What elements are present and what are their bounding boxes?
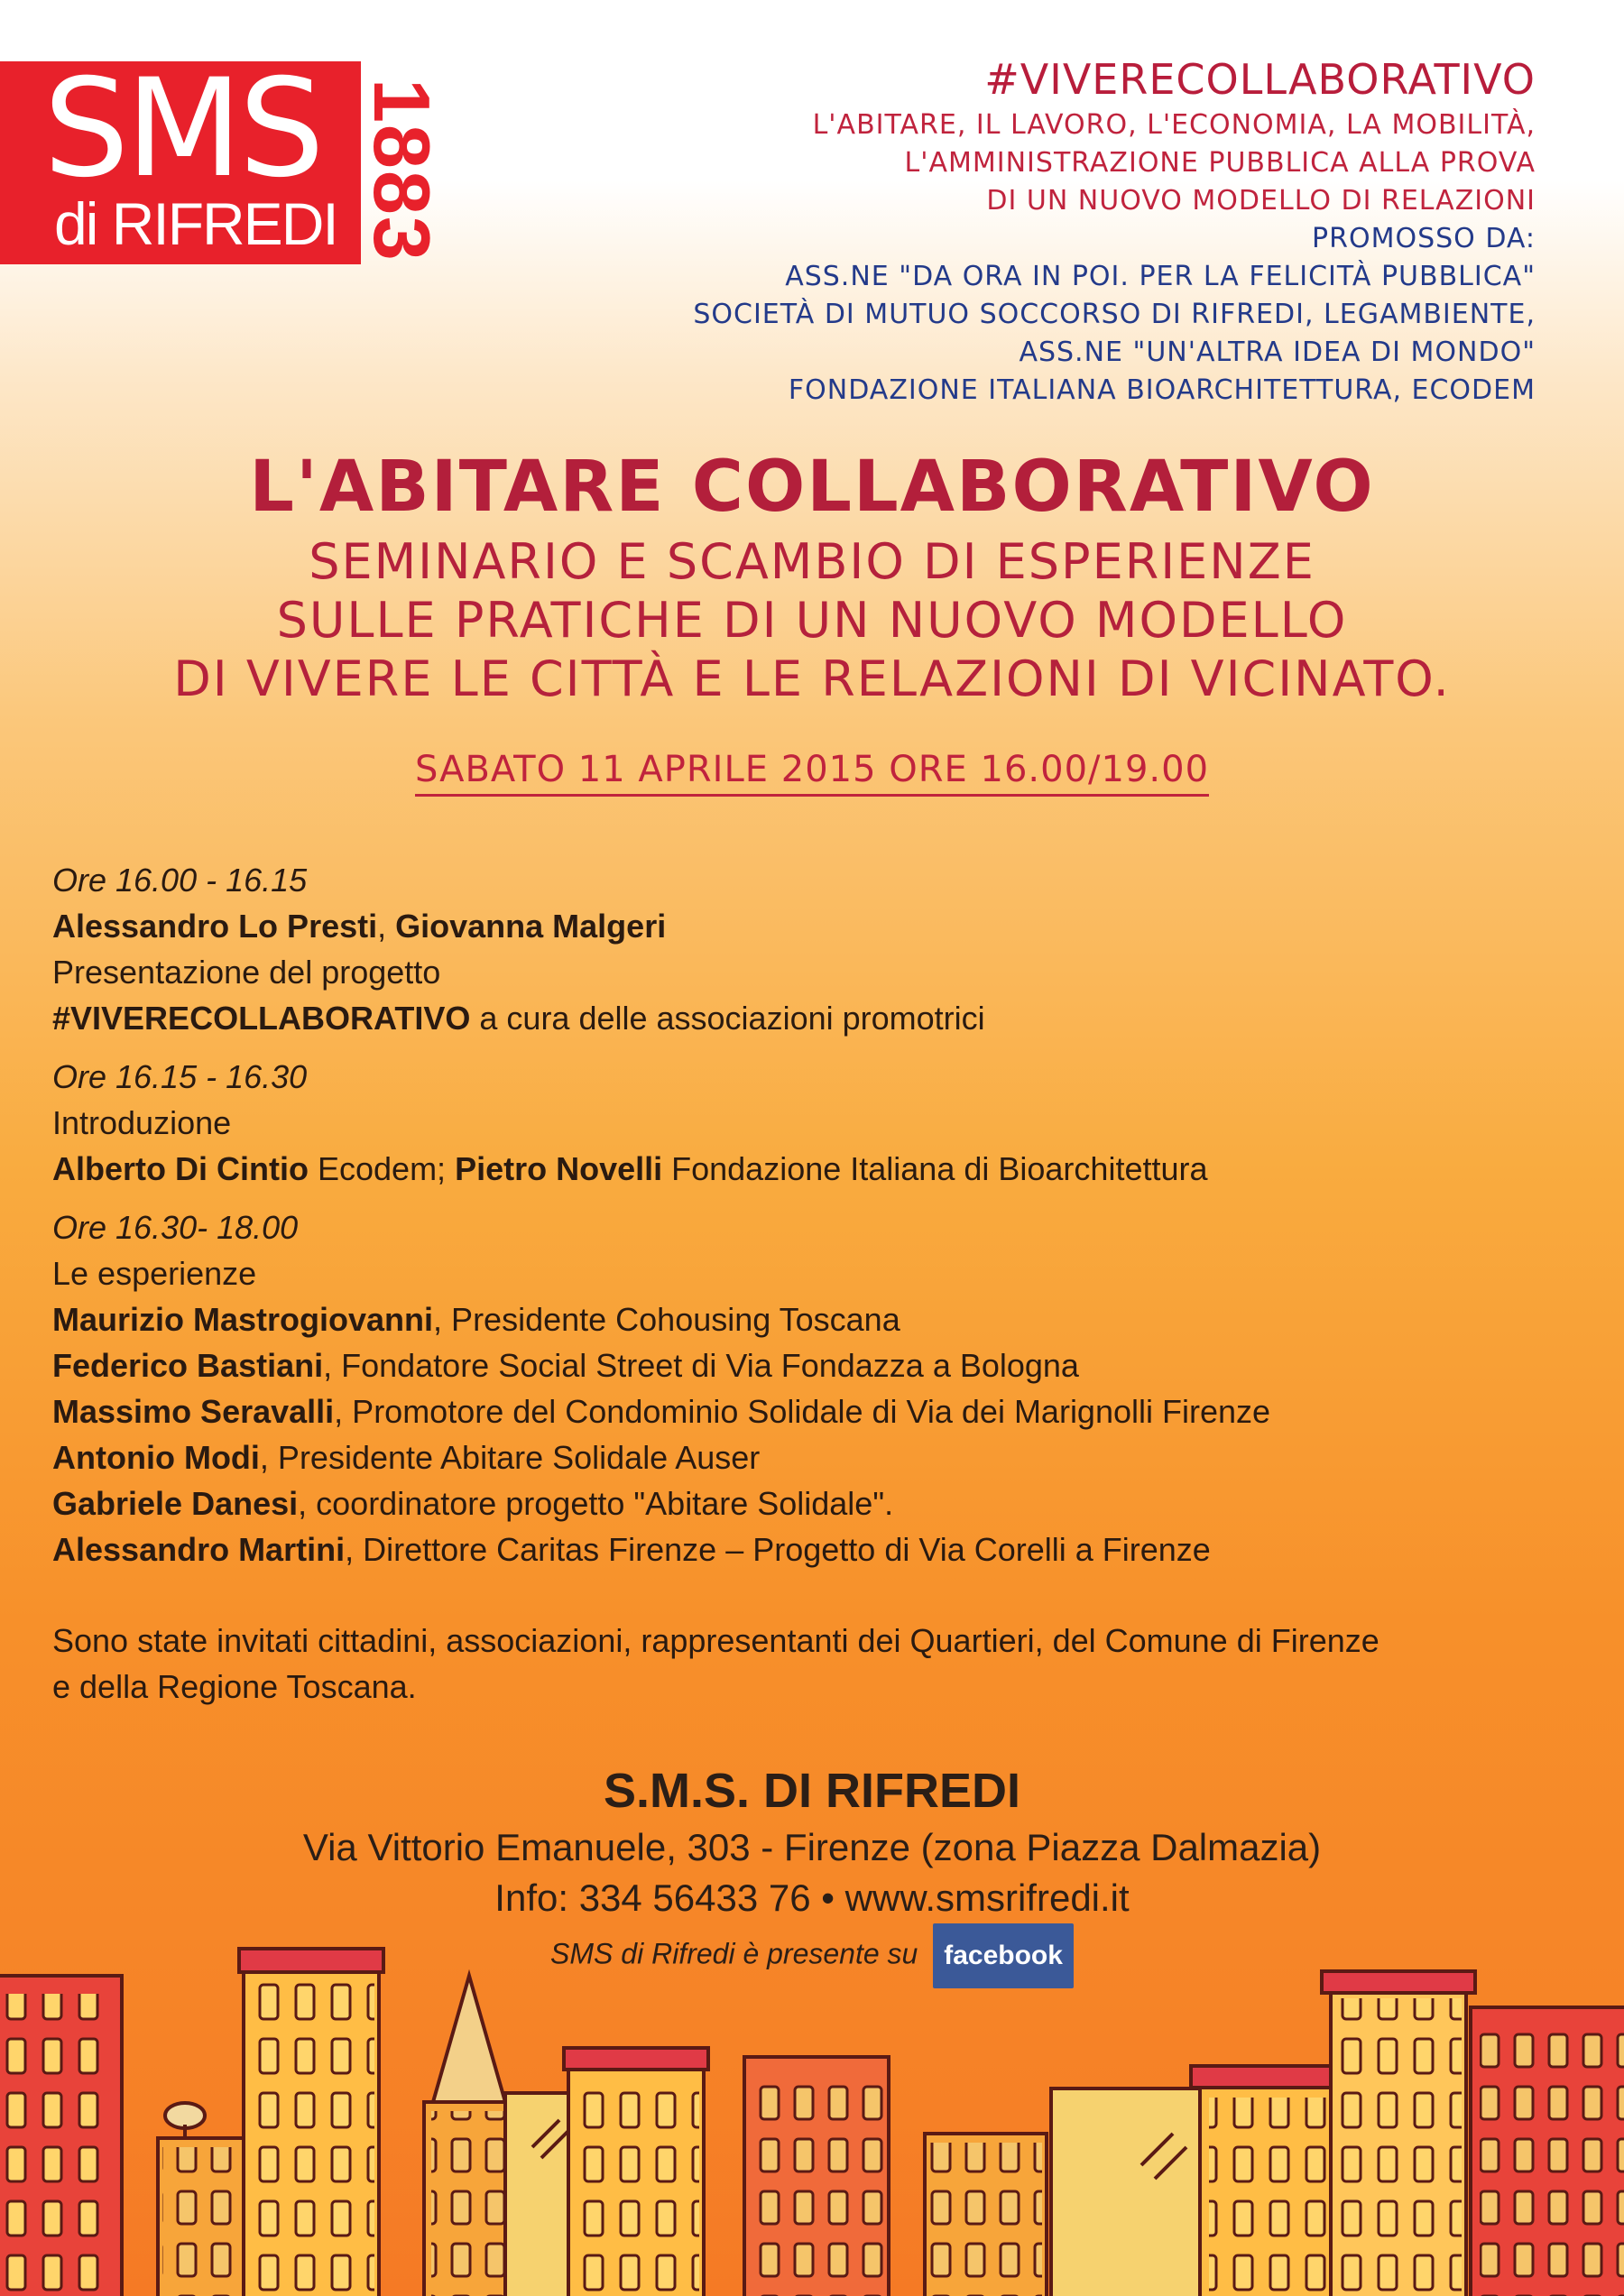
event-title: L'ABITARE COLLABORATIVO <box>249 447 1375 528</box>
event-date <box>0 749 1624 790</box>
satellite-dish-icon <box>165 2103 205 2138</box>
speaker-name: Gabriele Danesi <box>52 1485 299 1522</box>
header-line: L'ABITARE, IL LAVORO, L'ECONOMIA, LA MOBILITÀ, <box>812 109 1536 141</box>
event-subtitle: SEMINARIO E SCAMBIO DI ESPERIENZE <box>309 533 1315 590</box>
speaker-role: , Fondatore Social Street di Via Fondazza a Bologna <box>323 1347 1079 1384</box>
facebook-text: SMS di Rifredi è presente su <box>550 1937 918 1970</box>
header-line: DI UN NUOVO MODELLO DI RELAZIONI <box>986 185 1536 217</box>
speaker-row <box>52 1342 1541 1388</box>
speaker-name: Massimo Seravalli <box>52 1393 335 1430</box>
invitation-note: Sono state invitati cittadini, associazioni, rappresentanti dei Quartieri, del Comune di Firenze <box>52 1622 1379 1659</box>
speaker-name: Alessandro Lo Presti <box>52 908 378 945</box>
header-line: L'AMMINISTRAZIONE PUBBLICA ALLA PROVA <box>904 147 1536 179</box>
speaker-role: , Promotore del Condominio Solidale di Via dei Marignolli Firenze <box>334 1393 1271 1430</box>
speaker-row <box>52 1480 1541 1526</box>
header-block <box>693 52 1536 410</box>
program <box>52 857 1541 1710</box>
session-speakers <box>52 903 1541 949</box>
logo-sms: SMS <box>43 51 321 207</box>
speaker-name: Giovanna Malgeri <box>395 908 667 945</box>
speaker-name: Alberto Di Cintio <box>52 1150 309 1187</box>
event-subtitle: DI VIVERE LE CITTÀ E LE RELAZIONI DI VICINATO. <box>173 650 1451 707</box>
promoter-line: ASS.NE "UN'ALTRA IDEA DI MONDO" <box>1019 337 1536 368</box>
invitation-note: e della Regione Toscana. <box>52 1668 417 1705</box>
speaker-row <box>52 1388 1541 1434</box>
logo-subtitle: di RIFREDI <box>54 190 337 257</box>
session-time: Ore 16.00 - 16.15 <box>52 862 308 899</box>
event-title-block <box>0 442 1624 708</box>
speaker-name: Pietro Novelli <box>455 1150 663 1187</box>
logo-year <box>357 61 447 269</box>
session-time: Ore 16.30- 18.00 <box>52 1209 299 1246</box>
session-desc: Presentazione del progetto <box>52 954 441 991</box>
hashtag-rest: a cura delle associazioni promotrici <box>470 1000 985 1037</box>
promoted-label: PROMOSSO DA: <box>1312 223 1536 254</box>
event-date-text: SABATO 11 APRILE 2015 ORE 16.00/19.00 <box>415 749 1209 797</box>
speaker-row <box>52 1296 1541 1342</box>
city-skyline-illustration <box>0 1922 1624 2296</box>
speaker-role: Ecodem; <box>308 1150 456 1187</box>
event-subtitle: SULLE PRATICHE DI UN NUOVO MODELLO <box>276 592 1348 649</box>
speaker-name: Maurizio Mastrogiovanni <box>52 1301 434 1338</box>
session-speakers <box>52 1146 1541 1192</box>
org-address: Via Vittorio Emanuele, 303 - Firenze (zona Piazza Dalmazia) <box>302 1826 1322 1868</box>
session-time: Ore 16.15 - 16.30 <box>52 1058 308 1095</box>
header-hashtag: #VIVERECOLLABORATIVO <box>984 55 1536 104</box>
speaker-role: , Presidente Cohousing Toscana <box>433 1301 900 1338</box>
session-desc <box>52 995 1541 1041</box>
separator: , <box>377 908 396 945</box>
speaker-role: Fondazione Italiana di Bioarchitettura <box>662 1150 1208 1187</box>
org-info: Info: 334 56433 76 • www.smsrifredi.it <box>494 1876 1130 1919</box>
speaker-name: Federico Bastiani <box>52 1347 324 1384</box>
hashtag: #VIVERECOLLABORATIVO <box>52 1000 471 1037</box>
speaker-row <box>52 1526 1541 1572</box>
session-desc: Introduzione <box>52 1104 232 1141</box>
promoter-line: FONDAZIONE ITALIANA BIOARCHITETTURA, ECODEM <box>788 374 1536 406</box>
session-desc: Le esperienze <box>52 1255 257 1292</box>
speaker-role: , Presidente Abitare Solidale Auser <box>259 1439 761 1476</box>
promoter-line: SOCIETÀ DI MUTUO SOCCORSO DI RIFREDI, LEGAMBIENTE, <box>693 299 1536 330</box>
speaker-role: , Direttore Caritas Firenze – Progetto di Via Corelli a Firenze <box>345 1531 1211 1568</box>
logo-year-text: 1883 <box>357 78 447 263</box>
speaker-row <box>52 1434 1541 1480</box>
speaker-name: Antonio Modi <box>52 1439 260 1476</box>
promoter-line: ASS.NE "DA ORA IN POI. PER LA FELICITÀ PUBBLICA" <box>785 261 1536 292</box>
facebook-link[interactable]: facebook <box>933 1923 1074 1988</box>
org-name: S.M.S. DI RIFREDI <box>603 1764 1021 1818</box>
speaker-role: , coordinatore progetto "Abitare Solidale". <box>298 1485 894 1522</box>
logo <box>0 51 361 264</box>
speaker-name: Alessandro Martini <box>52 1531 346 1568</box>
